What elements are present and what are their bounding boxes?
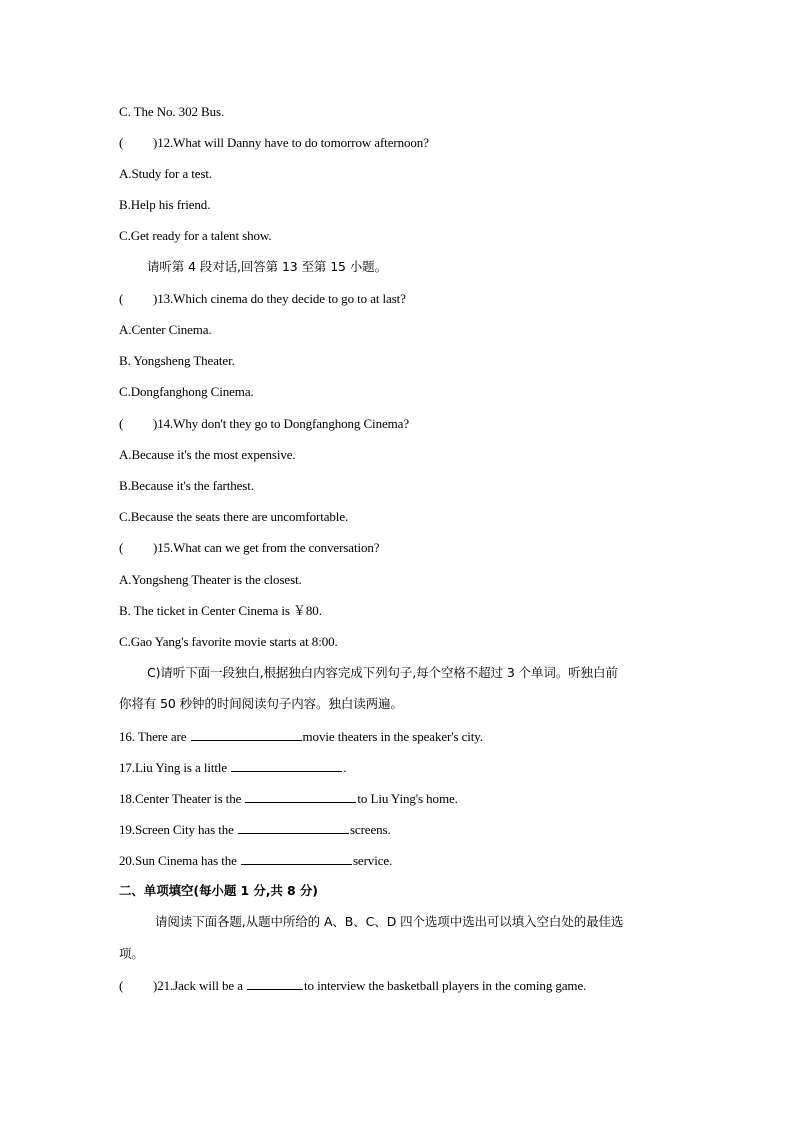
- answer-paren[interactable]: (: [119, 978, 124, 993]
- answer-blank[interactable]: [247, 977, 303, 990]
- option-c-q15: C.Gao Yang's favorite movie starts at 8:00.: [119, 634, 338, 649]
- option-a-q13: A.Center Cinema.: [119, 322, 212, 337]
- answer-paren[interactable]: (: [119, 135, 124, 150]
- question-15-text: )15.What can we get from the conversation?: [153, 540, 380, 555]
- option-b-q12: B.Help his friend.: [119, 197, 211, 212]
- option-c-q14: C.Because the seats there are uncomfortable.: [119, 509, 349, 524]
- answer-blank[interactable]: [238, 821, 349, 834]
- option-a-q12: A.Study for a test.: [119, 166, 213, 181]
- section-c-instruction-1: C)请听下面一段独白,根据独白内容完成下列句子,每个空格不超过 3 个单词。听独白前: [147, 665, 618, 680]
- question-12-text: )12.What will Danny have to do tomorrow afternoon?: [153, 135, 429, 150]
- question-17-suffix: .: [343, 760, 347, 775]
- option-b-q13: B. Yongsheng Theater.: [119, 353, 235, 368]
- part-2-instruction-1: 请阅读下面各题,从题中所给的 A、B、C、D 四个选项中选出可以填入空白处的最佳选: [155, 914, 624, 929]
- option-a-q14: A.Because it's the most expensive.: [119, 447, 296, 462]
- question-21-prefix: )21.Jack will be a: [153, 978, 247, 993]
- answer-paren[interactable]: (: [119, 291, 124, 306]
- question-13: [119, 291, 406, 307]
- question-18: [119, 790, 458, 807]
- question-14: [119, 416, 409, 432]
- answer-blank[interactable]: [191, 728, 302, 741]
- question-16-suffix: movie theaters in the speaker's city.: [302, 729, 484, 744]
- question-12: [119, 135, 429, 151]
- option-a-q15: A.Yongsheng Theater is the closest.: [119, 572, 302, 587]
- question-19-suffix: screens.: [349, 822, 391, 837]
- question-18-suffix: to Liu Ying's home.: [357, 791, 458, 806]
- question-14-text: )14.Why don't they go to Dongfanghong Cinema?: [153, 416, 409, 431]
- answer-paren[interactable]: (: [119, 540, 124, 555]
- question-20-suffix: service.: [352, 853, 393, 868]
- answer-paren[interactable]: (: [119, 416, 124, 431]
- question-20: [119, 852, 392, 869]
- question-19-prefix: 19.Screen City has the: [119, 822, 237, 837]
- question-21: [119, 977, 586, 994]
- option-c-q11: C. The No. 302 Bus.: [119, 104, 225, 119]
- option-c-q12: C.Get ready for a talent show.: [119, 228, 272, 243]
- part-2-instruction-2: 项。: [119, 946, 144, 961]
- question-16-prefix: 16. There are: [119, 729, 190, 744]
- section-c-instruction-2: 你将有 50 秒钟的时间阅读句子内容。独白读两遍。: [119, 696, 403, 711]
- question-21-suffix: to interview the basketball players in the coming game.: [304, 978, 587, 993]
- question-20-prefix: 20.Sun Cinema has the: [119, 853, 240, 868]
- question-17-prefix: 17.Liu Ying is a little: [119, 760, 231, 775]
- option-b-q15: B. The ticket in Center Cinema is ￥80.: [119, 603, 322, 618]
- question-17: [119, 759, 346, 776]
- question-13-text: )13.Which cinema do they decide to go to at last?: [153, 291, 406, 306]
- question-19: [119, 821, 391, 838]
- question-18-prefix: 18.Center Theater is the: [119, 791, 245, 806]
- answer-blank[interactable]: [245, 790, 356, 803]
- question-16: [119, 728, 483, 745]
- section-4-instruction: 请听第 4 段对话,回答第 13 至第 15 小题。: [147, 259, 387, 274]
- question-15: [119, 540, 379, 556]
- option-b-q14: B.Because it's the farthest.: [119, 478, 254, 493]
- part-2-heading: 二、单项填空(每小题 1 分,共 8 分): [119, 883, 318, 898]
- answer-blank[interactable]: [241, 852, 352, 865]
- option-c-q13: C.Dongfanghong Cinema.: [119, 384, 254, 399]
- answer-blank[interactable]: [231, 759, 342, 772]
